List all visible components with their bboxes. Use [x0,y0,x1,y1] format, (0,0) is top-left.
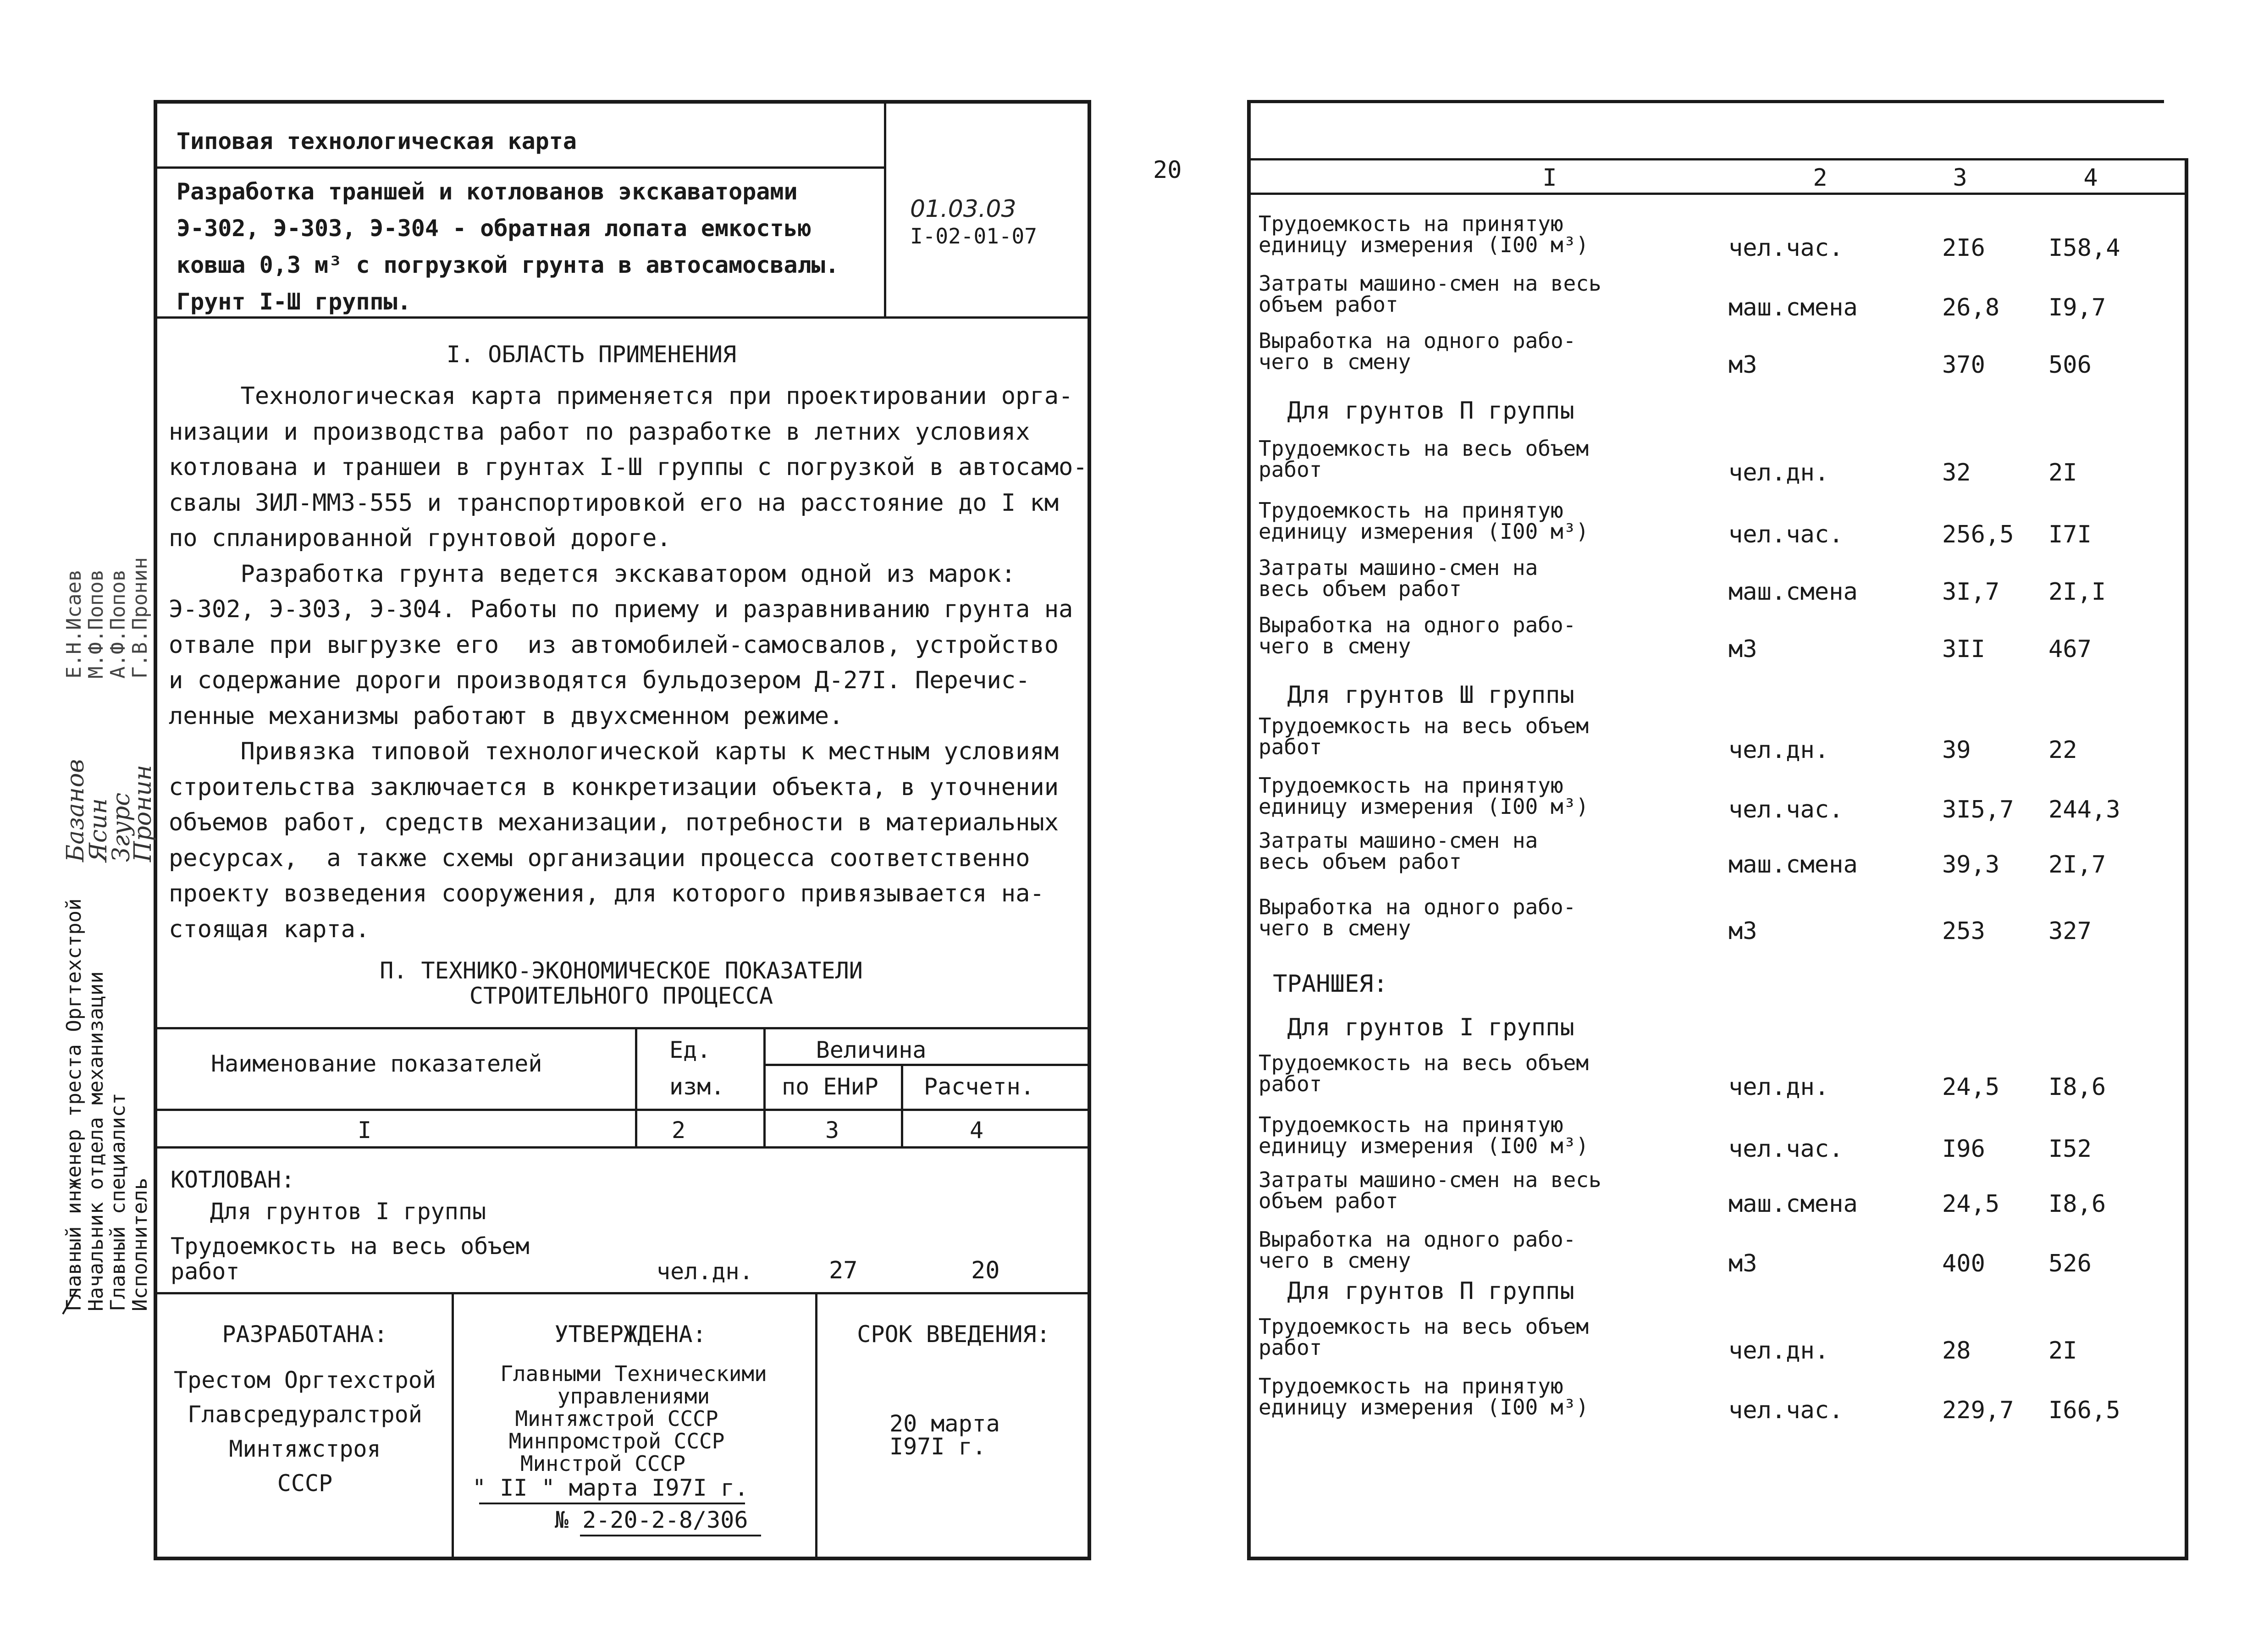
row-unit: м3 [1728,917,1757,945]
right-table-top-rule [1247,158,2188,160]
row-enir-value: 39,3 [1942,851,2000,878]
section-2-heading-line-1: П. ТЕХНИКО-ЭКОНОМИЧЕСКОЕ ПОКАЗАТЕЛИ [380,957,863,984]
approved-date: " II " марта I97I г. [472,1475,749,1501]
row-unit: чел.дн. [1728,459,1829,486]
developed-line-2: Главсредуралстрой [188,1401,422,1428]
intro-title: СРОК ВВЕДЕНИЯ: [857,1321,1050,1348]
approved-line-4: Минпромстрой СССР [508,1429,725,1453]
row-enir-value: 26,8 [1942,294,2000,321]
right-group-heading: ТРАНШЕЯ: [1259,970,1388,998]
section-1-line: и содержание дороги производятся бульдозером Д-27I. Перечис- [169,667,1030,694]
row-enir-value: 3II [1942,635,1985,663]
margin-role-2: Начальник отдела механизации [84,971,108,1311]
developed-line-4: СССР [277,1470,333,1497]
row-unit: чел.час. [1728,796,1844,823]
row-enir-value: 24,5 [1942,1073,2000,1101]
approved-number-underline [580,1535,761,1536]
rh-col-3: 3 [1953,164,1967,192]
row-enir-value: I96 [1942,1135,1985,1163]
row-indicator-name: Затраты машино-смен на весь объем работ [1259,555,1538,601]
section-1-heading: I. ОБЛАСТЬ ПРИМЕНЕНИЯ [446,341,737,368]
kotlovan-label: КОТЛОВАН: [171,1166,295,1193]
row-calc-value: 2I [2048,1337,2077,1365]
right-table-header-rule [1247,193,2188,195]
table-top-rule [154,1027,1091,1029]
row-indicator-name: Трудоемкость на весь объем работ [1259,436,1589,482]
row-calc-value: 327 [2048,917,2092,945]
margin-name-1: Е.Н.Исаев [62,569,86,679]
row-calc-value: 2I,7 [2048,851,2106,878]
row-calc-value: I52 [2048,1135,2092,1163]
section-1-line: стоящая карта. [169,915,370,943]
right-page-top-rule [1247,100,2164,103]
row-enir-value: 3I,7 [1942,578,2000,606]
row-calc-value: 22 [2048,736,2077,764]
row-enir-value: 39 [1942,736,1971,764]
kotlovan-row-enir: 27 [829,1257,858,1284]
row-indicator-name: Трудоемкость на весь объем работ [1259,1314,1589,1360]
row-unit: чел.дн. [1728,1073,1829,1101]
row-indicator-name: Трудоемкость на принятую единицу измерения (I00 м³) [1259,773,1589,819]
row-indicator-name: Выработка на одного рабо- чего в смену [1259,895,1576,940]
margin-role-1: Главный инженер треста Оргтехстрой [62,898,86,1311]
header-rule [154,166,885,169]
row-enir-value: 28 [1942,1337,1971,1365]
row-calc-value: I8,6 [2048,1190,2106,1218]
kotlovan-row-calc: 20 [971,1257,1000,1284]
row-indicator-name: Затраты машино-смен на весь объем работ [1259,828,1538,874]
section-1-line: котлована и траншеи в грунтах I-Ш группы с погрузкой в автосамо- [169,453,1088,481]
th-col-2: 2 [671,1117,686,1144]
row-indicator-name: Выработка на одного рабо- чего в смену [1259,1227,1576,1273]
row-calc-value: I58,4 [2048,234,2120,262]
row-unit: м3 [1728,635,1757,663]
row-calc-value: 526 [2048,1250,2092,1277]
row-unit: маш.смена [1728,294,1858,321]
card-title-line-2: Э-302, Э-303, Э-304 - обратная лопата емкостью [177,215,812,242]
approved-number: № 2-20-2-8/306 [555,1507,748,1533]
row-enir-value: 32 [1942,459,1971,486]
row-enir-value: 229,7 [1942,1397,2014,1424]
kotlovan-row-unit: чел.дн. [657,1258,753,1285]
row-unit: чел.час. [1728,234,1844,262]
row-unit: м3 [1728,1250,1757,1277]
row-indicator-name: Трудоемкость на принятую единицу измерения (I00 м³) [1259,498,1589,544]
margin-role-4: Исполнитель [128,1177,152,1311]
row-indicator-name: Затраты машино-смен на весь объем работ [1259,1167,1601,1213]
right-page-left-border [1247,100,1251,1560]
intro-date: 20 марта [889,1410,1000,1437]
header-bottom-rule [154,316,1091,319]
th-col-4: 4 [969,1117,984,1144]
section-1-line: Разработка грунта ведется экскаватором одной из марок: [169,560,1016,588]
section-1-line: низации и производства работ по разработке в летних условиях [169,418,1030,446]
section-2-heading-line-2: СТРОИТЕЛЬНОГО ПРОЦЕССА [469,983,773,1009]
intro-year: I97I г. [889,1433,986,1460]
row-calc-value: I8,6 [2048,1073,2106,1101]
th-col-1: I [357,1117,372,1144]
approved-line-2: управлениями [557,1384,710,1409]
footer-divider-2 [815,1292,817,1560]
right-group-heading: Для грунтов I группы [1259,1014,1574,1041]
row-indicator-name: Выработка на одного рабо- чего в смену [1259,328,1576,374]
section-1-line: Технологическая карта применяется при проектировании орга- [169,382,1073,410]
card-code: I-02-01-07 [910,224,1037,249]
approved-line-5: Минстрой СССР [520,1451,686,1476]
row-calc-value: I66,5 [2048,1397,2120,1424]
row-indicator-name: Затраты машино-смен на весь объем работ [1259,271,1601,317]
row-calc-value: 2I [2048,459,2077,486]
row-unit: маш.смена [1728,578,1858,606]
section-1-line: строительства заключается в конкретизации объекта, в уточнении [169,773,1059,801]
right-group-heading: Для грунтов П группы [1259,1277,1574,1305]
row-enir-value: 24,5 [1942,1190,2000,1218]
kotlovan-row-name-line-2: работ [171,1258,240,1285]
margin-signature-4: Пронин [129,765,157,862]
row-unit: чел.час. [1728,1397,1844,1424]
section-1-line: ленные механизмы работают в двухсменном режиме. [169,702,844,730]
right-group-heading: Для грунтов П группы [1259,397,1574,425]
card-type: Типовая технологическая карта [177,128,577,155]
right-page-bottom-rule [1247,1557,2188,1560]
margin-signature-3: Згурс [108,792,135,862]
page-number: 20 [1153,156,1182,184]
table-number-rule [154,1146,1091,1149]
row-enir-value: 3I5,7 [1942,796,2014,823]
right-group-heading: Для грунтов Ш группы [1259,681,1574,709]
margin-signature-2: Ясин [85,798,112,862]
approved-line-1: Главными Техническими [500,1361,767,1386]
row-enir-value: 256,5 [1942,521,2014,548]
section-1-line: объемов работ, средств механизации, потребности в материальных [169,809,1059,836]
th-calc: Расчетн. [924,1073,1034,1100]
margin-name-2: М.Ф.Попов [84,569,108,679]
rh-col-1: I [1542,164,1557,192]
table-col-divider-2 [763,1027,766,1147]
card-code-handwritten: 01.03.03 [910,195,1016,223]
row-calc-value: 467 [2048,635,2092,663]
row-unit: чел.дн. [1728,736,1829,764]
developed-title: РАЗРАБОТАНА: [222,1321,388,1348]
row-enir-value: 2I6 [1942,234,1985,262]
right-page-right-border [2185,158,2188,1560]
developed-line-3: Минтяжстроя [229,1436,381,1462]
header-divider [884,100,886,318]
table-col-divider-1 [635,1027,637,1147]
margin-signature-1: Базанов [62,759,89,862]
table-value-rule [763,1064,1091,1066]
approved-title: УТВЕРЖДЕНА: [554,1321,707,1348]
row-unit: маш.смена [1728,851,1858,878]
section-1-line: ресурсах, а также схемы организации процесса соответственно [169,844,1030,872]
row-calc-value: 506 [2048,351,2092,379]
row-unit: маш.смена [1728,1190,1858,1218]
card-title-line-3: ковша 0,3 м³ с погрузкой грунта в автосамосвалы. [177,252,839,278]
row-enir-value: 253 [1942,917,1985,945]
row-calc-value: I7I [2048,521,2092,548]
card-title-line-4: Грунт I-Ш группы. [177,288,411,315]
section-1-line: свалы ЗИЛ-ММЗ-555 и транспортировкой его на расстояние до I км [169,489,1059,517]
row-indicator-name: Трудоемкость на весь объем работ [1259,1050,1589,1096]
row-indicator-name: Трудоемкость на принятую единицу измерения (I00 м³) [1259,211,1589,257]
row-unit: чел.час. [1728,1135,1844,1163]
footer-divider-1 [452,1292,454,1560]
section-1-line: отвале при выгрузке его из автомобилей-самосвалов, устройство [169,631,1059,659]
margin-role-3: Главный специалист [106,1093,130,1311]
row-unit: м3 [1728,351,1757,379]
th-unit-line-1: Ед. [669,1037,711,1063]
row-enir-value: 370 [1942,351,1985,379]
section-1-line: Э-302, Э-303, Э-304. Работы по приему и разравниванию грунта на [169,596,1073,623]
margin-name-4: Г.В.Пронин [128,557,152,679]
row-indicator-name: Трудоемкость на принятую единицу измерения (I00 м³) [1259,1112,1589,1158]
table-col-divider-3 [901,1064,903,1147]
approved-line-3: Минтяжстрой СССР [515,1406,718,1431]
th-name: Наименование показателей [211,1050,542,1077]
approved-date-underline [479,1503,745,1504]
row-calc-value: 244,3 [2048,796,2120,823]
row-calc-value: I9,7 [2048,294,2106,321]
kotlovan-group-1: Для грунтов I группы [210,1198,486,1225]
row-calc-value: 2I,I [2048,578,2106,606]
developed-line-1: Трестом Оргтехстрой [174,1367,436,1393]
rh-col-2: 2 [1813,164,1827,192]
row-unit: чел.час. [1728,521,1844,548]
row-indicator-name: Выработка на одного рабо- чего в смену [1259,613,1576,658]
margin-name-3: А.Ф.Попов [106,569,130,679]
row-enir-value: 400 [1942,1250,1985,1277]
section-1-line: проекту возведения сооружения, для которого привязывается на- [169,880,1044,907]
footer-top-rule [154,1292,1091,1294]
kotlovan-row-name-line-1: Трудоемкость на весь объем [171,1233,530,1260]
rh-col-4: 4 [2083,164,2098,192]
section-1-line: Привязка типовой технологической карты к местным условиям [169,738,1059,765]
section-1-line: по спланированной грунтовой дороге. [169,525,671,552]
table-header-rule [154,1109,1091,1111]
th-col-3: 3 [825,1117,839,1144]
th-enir: по ЕНиР [782,1073,878,1100]
row-indicator-name: Трудоемкость на весь объем работ [1259,713,1589,759]
row-indicator-name: Трудоемкость на принятую единицу измерения (I00 м³) [1259,1374,1589,1420]
th-value: Величина [816,1037,927,1063]
th-unit-line-2: изм. [669,1073,725,1100]
card-title-line-1: Разработка траншей и котлованов экскаваторами [177,178,798,205]
row-unit: чел.дн. [1728,1337,1829,1365]
